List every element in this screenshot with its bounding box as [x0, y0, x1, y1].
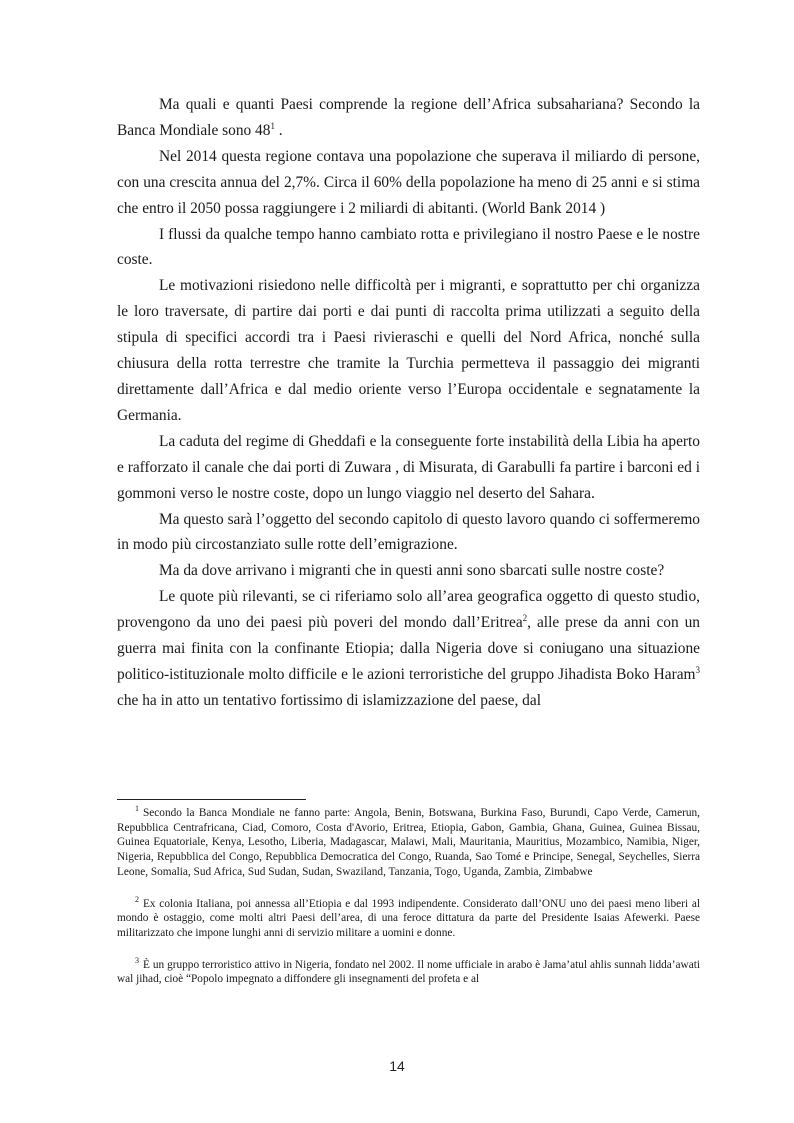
- footnote: $^2$ Ex colonia Italiana, poi annessa all’Etiopia e dal 1993 indipendente. Considerato dall’ONU uno dei paesi meno liberi al mondo è ostaggio, come molti altri Paesi dell’area, di una feroce dittatura da parte del Presidente Isaias Afewerki. Paese militarizzato che impone lunghi anni di servizio militare a uomini e donne.: [117, 894, 700, 939]
- paragraph: Ma da dove arrivano i migranti che in questi anni sono sbarcati sulle nostre coste?: [159, 562, 665, 580]
- footnote-mark: 2: [135, 894, 139, 904]
- page-number: 14: [389, 1058, 405, 1074]
- paragraph: Nel 2014 questa regione contava una popolazione che superava il miliardo di persone, con una crescita annua del 2,7%. Circa il 60% della popolazione ha meno di 25 anni e si stima che entro il 2050 possa raggiungere i 2 miliardi di abitanti. (World Bank 2014 ): [117, 147, 700, 217]
- footnote-separator: [117, 799, 306, 800]
- footnote: $^1$ Secondo la Banca Mondiale ne fanno parte: Angola, Benin, Botswana, Burkina Faso, Burundi, Capo Verde, Camerun, Repubblica Centrafricana, Ciad, Comoro, Costa d'Avorio, Eritrea, Etiopia, Gabon, Gambia, Ghana, Guinea, Guinea Bissau, Guinea Equatoriale, Kenya, Lesotho, Liberia, Madagascar, Malawi, Mali, Mauritania, Mauritius, Mozambico, Namibia, Niger, Nigeria, Repubblica del Congo, Repubblica Democratica del Congo, Ruanda, Sao Tomé e Principe, Senegal, Seychelles, Sierra Leone, Somalia, Sud Africa, Sud Sudan, Sudan, Swaziland, Tanzania, Togo, Uganda, Zambia, Zimbabwe: [117, 804, 700, 878]
- paragraph: Ma questo sarà l’oggetto del secondo capitolo di questo lavoro quando ci soffermeremo in modo più circostanziato sulle rotte dell’emigrazione.: [117, 510, 700, 554]
- footnote-mark: 3: [135, 955, 139, 965]
- footnote-ref[interactable]: 2: [522, 613, 528, 623]
- footnote-ref[interactable]: 3: [695, 664, 700, 675]
- main-text: [117, 92, 700, 714]
- paragraph: Le quote più rilevanti, se ci riferiamo solo all’area geografica oggetto di questo studio, provengono da uno dei paesi più poveri del mondo dall’Eritrea$^2$, alle prese da anni con un guerra mai finita con la confinante Etiopia; dalla Nigeria dove si coniugano una situazione politico-istituzionale molto difficile e le azioni terroristiche del gruppo Jihadista Boko Haram$^3$ che ha in atto un tentativo fortissimo di islamizzazione del paese, dal: [117, 588, 701, 709]
- footnote-mark: 1: [135, 804, 139, 814]
- paragraph: Le motivazioni risiedono nelle difficoltà per i migranti, e soprattutto per chi organizza le loro traversate, di partire dai porti e dai punti di raccolta prima utilizzati a seguito della stipula di specifici accordi tra i Paesi rivieraschi e quelli del Nord Africa, nonché sulla chiusura della rotta terrestre che tramite la Turchia permetteva il passaggio dei migranti direttamente dall’Africa e dal medio oriente verso l’Europa occidentale e segnatamente la Germania.: [117, 277, 700, 424]
- paragraph: La caduta del regime di Gheddafi e la conseguente forte instabilità della Libia ha aperto e rafforzato il canale che dai porti di Zuwara , di Misurata, di Garabulli fa partire i barconi ed i gommoni verso le nostre coste, dopo un lungo viaggio nel deserto del Sahara.: [117, 432, 700, 502]
- paragraph: Ma quali e quanti Paesi comprende la regione dell’Africa subsahariana? Secondo la Banca Mondiale sono $48^1$ .: [117, 96, 700, 139]
- paragraph: I flussi da qualche tempo hanno cambiato rotta e privilegiano il nostro Paese e le nostre coste.: [117, 225, 700, 269]
- footnote: $^3$ È un gruppo terroristico attivo in Nigeria, fondato nel 2002. Il nome ufficiale in arabo è Jama’atul ahlis sunnah lidda’awati wal jihad, cioè “Popolo impegnato a diffondere gli insegnamenti del profeta e al: [117, 955, 700, 986]
- footnotes: [117, 806, 700, 1004]
- footnote-ref[interactable]: 1: [270, 120, 275, 131]
